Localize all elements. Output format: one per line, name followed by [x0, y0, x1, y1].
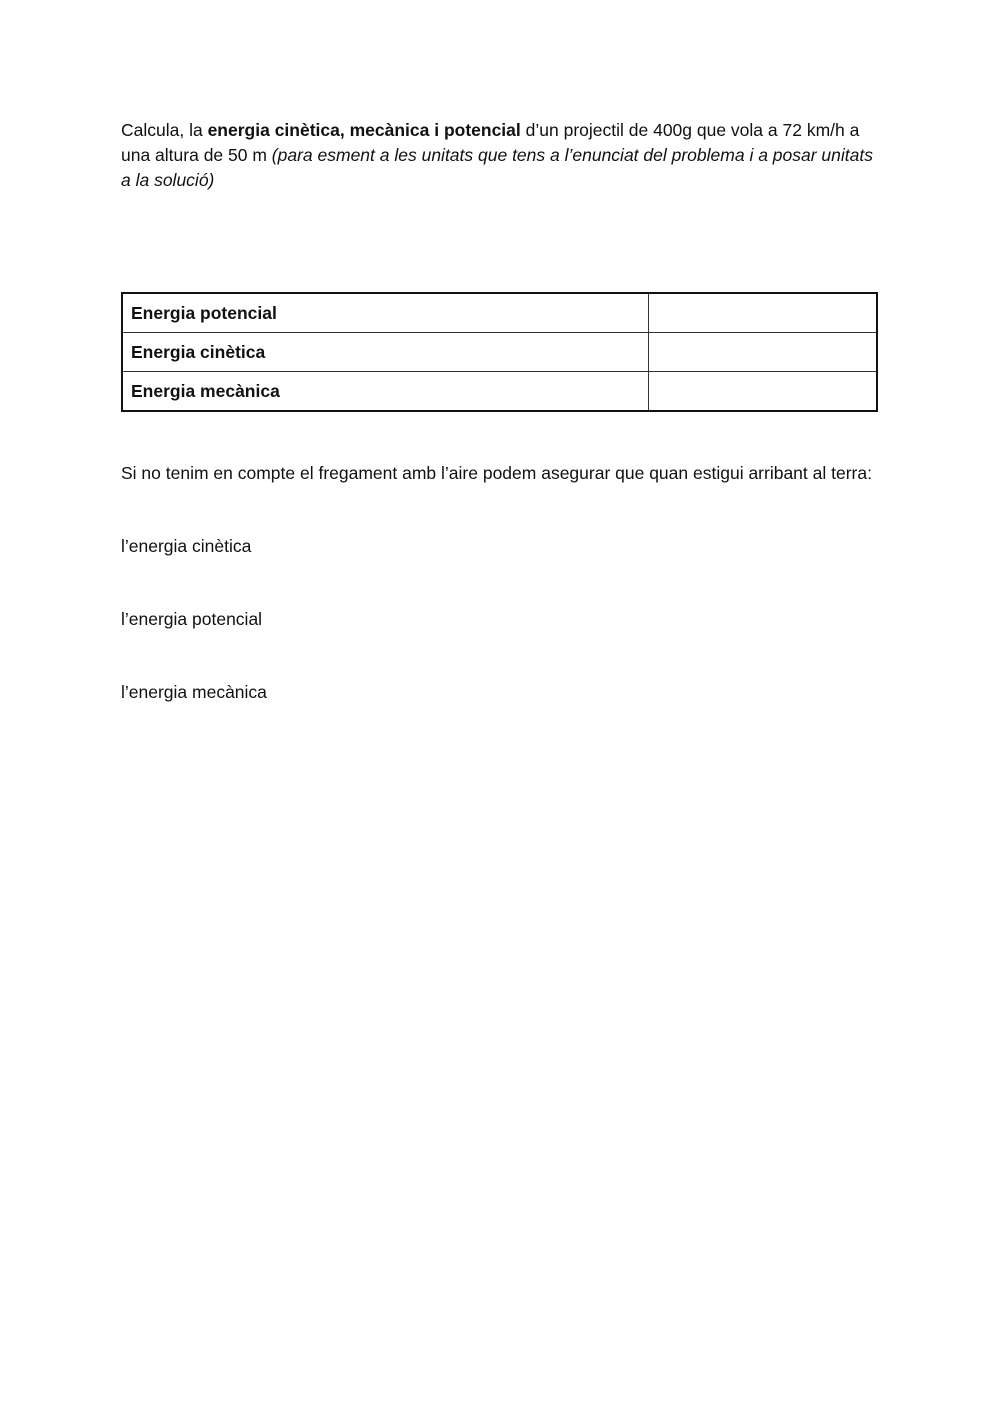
energy-label-potential: Energia potencial: [122, 293, 648, 333]
intro-italic-note: (para esment a les unitats que tens a l’enunciat del problema i a posar unitats a la solució): [121, 145, 873, 190]
problem-statement: [121, 118, 881, 193]
energy-label-kinetic: Energia cinètica: [122, 333, 648, 372]
answer-cell-kinetic[interactable]: [648, 333, 877, 372]
answer-cell-potential[interactable]: [648, 293, 877, 333]
intro-bold-text: energia cinètica, mecànica i potencial: [207, 120, 521, 140]
energy-table: [121, 292, 878, 412]
table-row: [122, 293, 877, 333]
intro-text-2: d’un projectil de 400g que vola a 72 km/h a una altura de 50 m: [121, 120, 860, 165]
answer-line-kinetic: l’energia cinètica: [121, 536, 252, 556]
energy-label-mechanical: Energia mecànica: [122, 372, 648, 412]
table-row: [122, 372, 877, 412]
question-text: Si no tenim en compte el fregament amb l’aire podem asegurar que quan estigui arribant al terra:: [121, 463, 872, 483]
answer-cell-mechanical[interactable]: [648, 372, 877, 412]
intro-text-1: Calcula, la: [121, 120, 208, 140]
answer-line-potential: l’energia potencial: [121, 609, 263, 629]
table-row: [122, 333, 877, 372]
answer-line-mechanical: l’energia mecànica: [121, 682, 267, 702]
